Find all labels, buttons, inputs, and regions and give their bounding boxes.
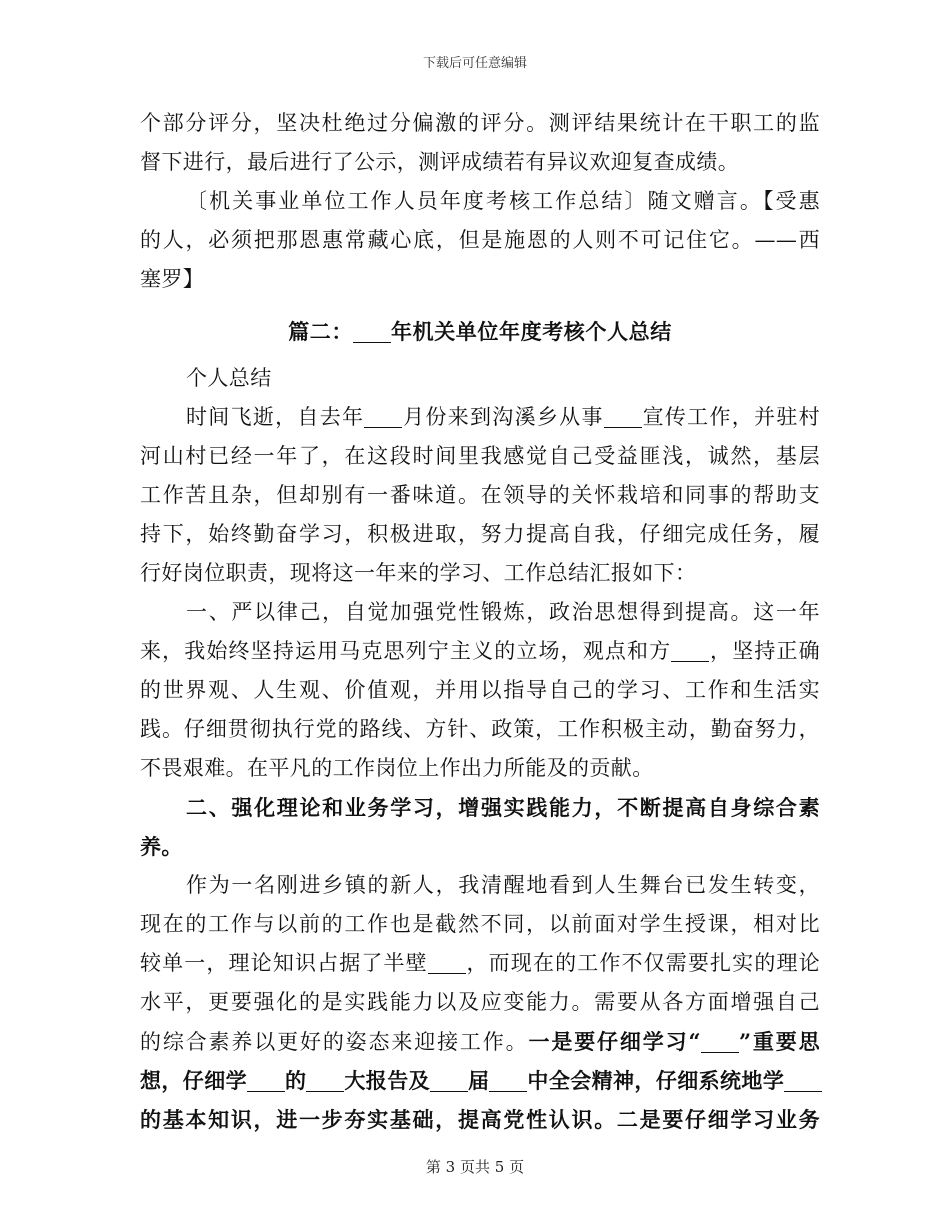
line-segment: 的: [285, 1068, 307, 1093]
line-segment-bold: 一是要仔细学习“: [528, 1029, 701, 1054]
paragraph-line: 作为一名刚进乡镇的新人，我清醒地看到人生舞台已发生转变，: [186, 873, 820, 897]
line-segment: ，坚持正确: [709, 639, 821, 663]
blank-underline: [428, 953, 466, 974]
line-segment: 月份来到沟溪乡从事: [402, 405, 604, 429]
paragraph-line: [140, 632, 820, 671]
paragraph-line: 一、严以律己，自觉加强党性锻炼，政治思想得到提高。这一年: [186, 600, 820, 624]
line-segment: ，而现在的工作不仅需要扎实的理论: [465, 951, 820, 975]
paragraph-line: [140, 1061, 820, 1100]
paragraph-line: [140, 1022, 820, 1061]
section-heading-line: 二、强化理论和业务学习，增强实践能力，不断提高自身综合素: [186, 795, 820, 820]
paragraph-line: [140, 398, 820, 437]
paragraph-line: 个部分评分，坚决杜绝过分偏激的评分。测评结果统计在干职工的监: [140, 111, 820, 135]
line-segment: 时间飞逝，自去年: [186, 405, 365, 429]
paragraph-line: 的基本知识，进一步夯实基础，提高党性认识。二是要仔细学习业务: [140, 1107, 820, 1132]
paragraph-line: 水平，更要强化的是实践能力以及应变能力。需要从各方面增强自己: [140, 990, 820, 1014]
line-segment: 想，仔细学: [140, 1068, 247, 1093]
blank-underline: [353, 322, 391, 343]
section-title: [140, 299, 820, 359]
paragraph-line: 持下，始终勤奋学习，积极进取，努力提高自我，仔细完成任务，履: [140, 522, 820, 546]
blank-underline: [430, 1071, 468, 1092]
paragraph-line: 河山村已经一年了，在这段时间里我感觉自己受益匪浅，诚然，基层: [140, 444, 820, 468]
line-segment: 较单一，理论知识占据了半壁: [140, 951, 428, 975]
section-title-prefix: 篇二：: [288, 319, 353, 344]
line-segment: 宣传工作，并驻村: [641, 405, 821, 429]
line-segment-bold: ”重要思: [738, 1029, 820, 1054]
line-segment: 来，我始终坚持运用马克思列宁主义的立场，观点和方: [140, 639, 672, 663]
paragraph-line: 工作苦且杂，但却别有一番味道。在领导的关怀栽培和同事的帮助支: [140, 483, 820, 507]
paragraph-line: 践。仔细贯彻执行党的路线、方针、政策，工作积极主动，勤奋努力，: [140, 717, 820, 741]
section-title-text: 年机关单位年度考核个人总结: [391, 319, 672, 344]
section-heading-line: 养。: [140, 834, 183, 859]
paragraph-line: [140, 944, 820, 983]
blank-underline: [671, 641, 709, 662]
blank-underline: [306, 1071, 344, 1092]
document-body: [140, 104, 820, 1139]
blank-underline: [489, 1071, 527, 1092]
paragraph-line: 不畏艰难。在平凡的工作岗位上作出力所能及的贡献。: [140, 756, 654, 780]
paragraph-line: 的世界观、人生观、价值观，并用以指导自己的学习、工作和生活实: [140, 678, 820, 702]
blank-underline: [604, 407, 642, 428]
paragraph-line: 个人总结: [186, 366, 272, 390]
paragraph-line: 督下进行，最后进行了公示，测评成绩若有异议欢迎复查成绩。: [140, 150, 740, 174]
paragraph-line: 塞罗】: [140, 267, 205, 291]
blank-underline: [701, 1032, 739, 1053]
line-segment: 大报告及: [344, 1068, 431, 1093]
paragraph-line: 行好岗位职责，现将这一年来的学习、工作总结汇报如下：: [140, 561, 697, 585]
paragraph-line: 现在的工作与以前的工作也是截然不同，以前面对学生授课，相对比: [140, 912, 820, 936]
line-segment: 的综合素养以更好的姿态来迎接工作。: [140, 1030, 529, 1054]
page-footer: 第 3 页共 5 页: [425, 1158, 525, 1176]
blank-underline: [247, 1071, 285, 1092]
blank-underline: [364, 407, 402, 428]
page-header: 下载后可任意编辑: [422, 56, 527, 71]
paragraph-line: 〔机关事业单位工作人员年度考核工作总结〕随文赠言。【受惠: [186, 189, 820, 213]
blank-underline: [784, 1071, 822, 1092]
paragraph-line: 的人，必须把那恩惠常藏心底，但是施恩的人则不可记住它。——西: [140, 228, 820, 252]
line-segment: 中全会精神，仔细系统地学: [527, 1068, 785, 1093]
line-segment: 届: [468, 1068, 490, 1093]
